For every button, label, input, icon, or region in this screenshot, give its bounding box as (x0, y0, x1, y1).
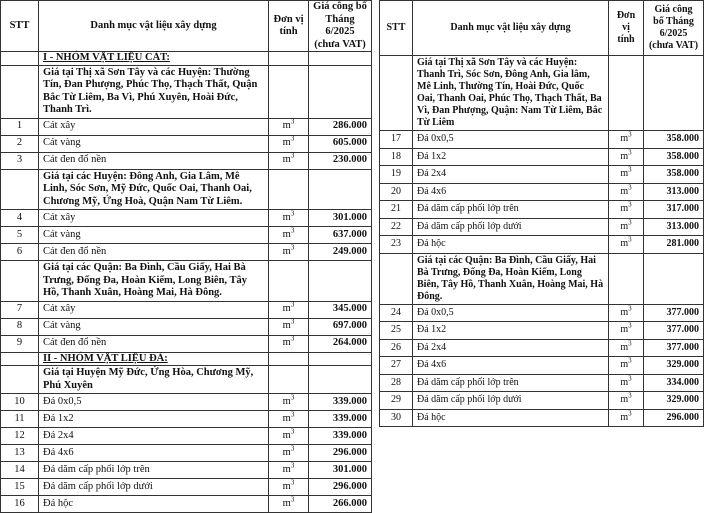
header-price: Giá công bố Tháng 6/2025 (chưa VAT) (309, 1, 372, 52)
stt-cell: 28 (380, 374, 413, 392)
unit-cell (269, 335, 309, 352)
stt-cell: 11 (1, 411, 39, 428)
unit-base: m (282, 211, 291, 223)
description-cell: I - NHÓM VẬT LIỆU CÁT: (39, 52, 269, 66)
location-group-row (1, 366, 372, 394)
unit-base: m (282, 228, 291, 240)
description-cell: Cát vàng (39, 227, 269, 244)
unit-cell (609, 392, 644, 410)
location-group-row (1, 261, 372, 302)
unit-exponent: 3 (628, 339, 632, 348)
unit-cell (269, 411, 309, 428)
description-cell: II - NHÓM VẬT LIỆU ĐÁ: (39, 352, 269, 366)
stt-cell: 14 (1, 462, 39, 479)
unit-exponent: 3 (628, 321, 632, 330)
unit-cell (269, 366, 309, 394)
stt-cell: 9 (1, 335, 39, 352)
unit-exponent: 3 (290, 134, 295, 143)
unit-exponent: 3 (290, 117, 295, 126)
price-table-right (379, 0, 704, 427)
description-cell: Giá tại Huyện Mỹ Đức, Ứng Hòa, Chương Mỹ, Phú Xuyên (39, 366, 269, 394)
unit-cell (609, 218, 644, 236)
price-cell: 377.000 (644, 304, 704, 322)
unit-exponent: 3 (628, 218, 632, 227)
table-row (1, 244, 372, 261)
price-cell: 286.000 (309, 118, 372, 135)
description-cell: Cát xây (39, 301, 269, 318)
table-row (1, 394, 372, 411)
stt-cell: 4 (1, 210, 39, 227)
description-cell: Đá 4x6 (39, 445, 269, 462)
stt-cell: 8 (1, 318, 39, 335)
unit-cell (269, 394, 309, 411)
unit-base: m (282, 446, 291, 458)
unit-cell (269, 244, 309, 261)
unit-exponent: 3 (628, 356, 632, 365)
unit-base: m (282, 120, 291, 132)
unit-exponent: 3 (290, 461, 295, 470)
price-cell: 329.000 (644, 357, 704, 375)
description-cell: Đá 4x6 (413, 357, 609, 375)
stt-cell (380, 56, 413, 131)
stt-cell: 27 (380, 357, 413, 375)
unit-cell (609, 304, 644, 322)
stt-cell: 12 (1, 428, 39, 445)
description-cell: Đá hộc (413, 409, 609, 427)
stt-cell: 29 (380, 392, 413, 410)
unit-exponent: 3 (628, 374, 632, 383)
unit-exponent: 3 (290, 495, 295, 504)
unit-exponent: 3 (290, 478, 295, 487)
stt-cell (1, 65, 39, 118)
unit-cell (269, 118, 309, 135)
unit-base: m (282, 320, 291, 332)
stt-cell: 5 (1, 227, 39, 244)
unit-base: m (620, 341, 629, 353)
unit-cell (269, 479, 309, 496)
price-cell: 377.000 (644, 322, 704, 340)
unit-base: m (620, 359, 629, 371)
table-row (1, 118, 372, 135)
table-row (1, 428, 372, 445)
table-row (380, 374, 704, 392)
unit-base: m (282, 429, 291, 441)
description-cell: Đá hộc (413, 236, 609, 254)
unit-base: m (620, 306, 629, 318)
price-cell: 296.000 (309, 479, 372, 496)
header-desc: Danh mục vật liệu xây dựng (39, 1, 269, 52)
price-cell: 339.000 (309, 411, 372, 428)
unit-exponent: 3 (290, 393, 295, 402)
table-row (1, 411, 372, 428)
unit-base: m (282, 395, 291, 407)
table-row (1, 335, 372, 352)
price-cell (309, 169, 372, 210)
description-cell: Đá dăm cấp phối lớp trên (413, 201, 609, 219)
stt-cell (1, 366, 39, 394)
stt-cell: 24 (380, 304, 413, 322)
table-row (380, 131, 704, 149)
description-cell: Đá 2x4 (413, 166, 609, 184)
stt-cell: 18 (380, 148, 413, 166)
unit-base: m (620, 168, 629, 180)
unit-base: m (620, 133, 629, 145)
price-cell: 339.000 (309, 428, 372, 445)
unit-base: m (620, 411, 629, 423)
header-stt: STT (1, 1, 39, 52)
unit-exponent: 3 (290, 427, 295, 436)
unit-cell (609, 374, 644, 392)
table-row (380, 392, 704, 410)
price-cell: 358.000 (644, 166, 704, 184)
stt-cell (1, 52, 39, 66)
table-row (1, 496, 372, 513)
unit-cell (609, 166, 644, 184)
description-cell: Đá 1x2 (413, 148, 609, 166)
unit-cell (269, 52, 309, 66)
unit-base: m (282, 497, 291, 509)
description-cell: Đá dăm cấp phối lớp trên (39, 462, 269, 479)
unit-cell (609, 201, 644, 219)
price-cell (309, 366, 372, 394)
unit-exponent: 3 (628, 235, 632, 244)
stt-cell: 7 (1, 301, 39, 318)
unit-cell (269, 301, 309, 318)
stt-cell: 22 (380, 218, 413, 236)
unit-base: m (620, 150, 629, 162)
description-cell: Giá tại các Quận: Ba Đình, Cầu Giấy, Hai Bà Trưng, Đống Đa, Hoàn Kiếm, Long Biên, Tây Hồ, Thanh Xuân, Hoàng Mai, Hà Đông. (413, 253, 609, 304)
price-cell: 377.000 (644, 339, 704, 357)
stt-cell: 21 (380, 201, 413, 219)
table-row (1, 135, 372, 152)
unit-exponent: 3 (628, 130, 632, 139)
price-cell: 313.000 (644, 183, 704, 201)
price-cell: 345.000 (309, 301, 372, 318)
stt-cell: 10 (1, 394, 39, 411)
stt-cell: 19 (380, 166, 413, 184)
unit-exponent: 3 (628, 148, 632, 157)
unit-exponent: 3 (628, 391, 632, 400)
price-cell: 301.000 (309, 210, 372, 227)
unit-exponent: 3 (290, 151, 295, 160)
unit-base: m (282, 480, 291, 492)
stt-cell: 6 (1, 244, 39, 261)
unit-cell (609, 131, 644, 149)
unit-cell (269, 210, 309, 227)
description-cell: Đá 1x2 (39, 411, 269, 428)
description-cell: Đá 1x2 (413, 322, 609, 340)
location-group-row (1, 65, 372, 118)
description-cell: Cát đen đổ nền (39, 152, 269, 169)
stt-cell (1, 169, 39, 210)
description-cell: Đá 2x4 (39, 428, 269, 445)
table-row (380, 357, 704, 375)
price-cell: 317.000 (644, 201, 704, 219)
unit-cell (269, 227, 309, 244)
unit-exponent: 3 (290, 243, 295, 252)
price-cell (644, 56, 704, 131)
unit-base: m (282, 303, 291, 315)
table-row (380, 409, 704, 427)
price-cell: 313.000 (644, 218, 704, 236)
table-row (380, 183, 704, 201)
price-cell (644, 253, 704, 304)
unit-exponent: 3 (290, 300, 295, 309)
stt-cell: 13 (1, 445, 39, 462)
description-cell: Đá 4x6 (413, 183, 609, 201)
description-cell: Đá 2x4 (413, 339, 609, 357)
unit-cell (269, 318, 309, 335)
price-cell: 296.000 (309, 445, 372, 462)
header-unit: Đơn vị tính (609, 1, 644, 56)
description-cell: Đá dăm cấp phối lớp dưới (413, 392, 609, 410)
table-row (380, 322, 704, 340)
location-group-row (1, 169, 372, 210)
unit-exponent: 3 (628, 200, 632, 209)
unit-cell (269, 352, 309, 366)
unit-base: m (620, 376, 629, 388)
price-cell: 230.000 (309, 152, 372, 169)
unit-base: m (282, 137, 291, 149)
stt-cell: 2 (1, 135, 39, 152)
description-cell: Đá 0x0,5 (413, 131, 609, 149)
unit-base: m (620, 324, 629, 336)
price-cell: 264.000 (309, 335, 372, 352)
unit-cell (609, 322, 644, 340)
price-cell: 358.000 (644, 131, 704, 149)
price-cell (309, 65, 372, 118)
price-cell: 249.000 (309, 244, 372, 261)
price-cell (309, 261, 372, 302)
stt-cell: 20 (380, 183, 413, 201)
description-cell: Cát đen đổ nền (39, 335, 269, 352)
unit-exponent: 3 (628, 165, 632, 174)
description-cell: Giá tại các Huyện: Đông Anh, Gia Lâm, Mê Linh, Sóc Sơn, Mỹ Đức, Quốc Oai, Thanh Oai, Chương Mỹ, Ứng Hoà, Quận Nam Từ Liêm. (39, 169, 269, 210)
description-cell: Đá 0x0,5 (413, 304, 609, 322)
unit-cell (269, 462, 309, 479)
table-row (380, 148, 704, 166)
unit-exponent: 3 (290, 444, 295, 453)
table-body-left (1, 52, 372, 513)
unit-base: m (620, 220, 629, 232)
unit-cell (609, 56, 644, 131)
stt-cell: 3 (1, 152, 39, 169)
description-cell: Cát vàng (39, 135, 269, 152)
price-cell (309, 352, 372, 366)
unit-exponent: 3 (628, 183, 632, 192)
description-cell: Giá tại Thị xã Sơn Tây và các Huyện: Thanh Trì, Sóc Sơn, Đông Anh, Gia lâm, Mê Linh, Thường Tín, Hoài Đức, Quốc Oai, Thanh Oai, Phúc Thọ, Thạch Thất, Ba Vì, Đan Phượng, Quận: Nam Từ Liêm, Bắc Từ Liêm (413, 56, 609, 131)
stt-cell: 25 (380, 322, 413, 340)
stt-cell: 16 (1, 496, 39, 513)
price-cell: 301.000 (309, 462, 372, 479)
unit-base: m (282, 154, 291, 166)
stt-cell: 23 (380, 236, 413, 254)
table-row (1, 462, 372, 479)
unit-cell (609, 183, 644, 201)
description-cell: Đá dăm cấp phối lớp dưới (39, 479, 269, 496)
table-row (380, 236, 704, 254)
unit-cell (269, 428, 309, 445)
unit-cell (269, 169, 309, 210)
description-cell: Đá hộc (39, 496, 269, 513)
price-cell: 697.000 (309, 318, 372, 335)
price-cell: 358.000 (644, 148, 704, 166)
unit-base: m (282, 337, 291, 349)
description-cell: Đá 0x0,5 (39, 394, 269, 411)
price-cell: 637.000 (309, 227, 372, 244)
table-row (1, 227, 372, 244)
stt-cell: 30 (380, 409, 413, 427)
unit-cell (269, 152, 309, 169)
table-body-right (380, 56, 704, 427)
price-cell: 605.000 (309, 135, 372, 152)
price-cell: 334.000 (644, 374, 704, 392)
header-desc: Danh mục vật liệu xây dựng (413, 1, 609, 56)
table-row (1, 301, 372, 318)
header-stt: STT (380, 1, 413, 56)
table-row (380, 304, 704, 322)
unit-cell (269, 65, 309, 118)
description-cell: Cát vàng (39, 318, 269, 335)
unit-exponent: 3 (628, 409, 632, 418)
unit-exponent: 3 (290, 334, 295, 343)
unit-exponent: 3 (290, 209, 295, 218)
price-cell: 339.000 (309, 394, 372, 411)
unit-cell (269, 261, 309, 302)
unit-base: m (282, 463, 291, 475)
stt-cell: 17 (380, 131, 413, 149)
description-cell: Đá dăm cấp phối lớp dưới (413, 218, 609, 236)
table-row (380, 218, 704, 236)
stt-cell: 1 (1, 118, 39, 135)
unit-exponent: 3 (290, 410, 295, 419)
table-row (1, 152, 372, 169)
description-cell: Đá dăm cấp phối lớp trên (413, 374, 609, 392)
stt-cell: 15 (1, 479, 39, 496)
unit-exponent: 3 (290, 226, 295, 235)
unit-cell (269, 445, 309, 462)
description-cell: Cát xây (39, 210, 269, 227)
price-cell: 266.000 (309, 496, 372, 513)
unit-base: m (620, 238, 629, 250)
price-cell (309, 52, 372, 66)
stt-cell (1, 352, 39, 366)
unit-cell (609, 357, 644, 375)
unit-cell (269, 496, 309, 513)
unit-base: m (620, 203, 629, 215)
unit-cell (269, 135, 309, 152)
unit-cell (609, 409, 644, 427)
unit-base: m (620, 394, 629, 406)
unit-base: m (282, 412, 291, 424)
table-row (380, 339, 704, 357)
unit-base: m (282, 245, 291, 257)
description-cell: Giá tại các Quận: Ba Đình, Cầu Giấy, Hai Bà Trưng, Đống Đa, Hoàn Kiếm, Long Biên, Tây Hồ, Thanh Xuân, Hoàng Mai, Hà Đông. (39, 261, 269, 302)
stt-cell: 26 (380, 339, 413, 357)
description-cell: Cát đen đổ nền (39, 244, 269, 261)
header-price: Giá công bố Tháng 6/2025 (chưa VAT) (644, 1, 704, 56)
location-group-row (380, 253, 704, 304)
description-cell: Giá tại Thị xã Sơn Tây và các Huyện: Thường Tín, Đan Phượng, Phúc Thọ, Thạch Thất, Quận Bắc Từ Liêm, Ba Vì, Phú Xuyên, Hoài Đức, Thanh Trì. (39, 65, 269, 118)
unit-cell (609, 339, 644, 357)
unit-exponent: 3 (628, 304, 632, 313)
unit-base: m (620, 185, 629, 197)
unit-cell (609, 236, 644, 254)
price-cell: 296.000 (644, 409, 704, 427)
table-row (380, 166, 704, 184)
table-row (380, 201, 704, 219)
section-heading-row (1, 52, 372, 66)
unit-exponent: 3 (290, 317, 295, 326)
unit-cell (609, 253, 644, 304)
table-row (1, 318, 372, 335)
price-cell: 281.000 (644, 236, 704, 254)
stt-cell (1, 261, 39, 302)
stt-cell (380, 253, 413, 304)
table-row (1, 445, 372, 462)
table-row (1, 210, 372, 227)
unit-cell (609, 148, 644, 166)
location-group-row (380, 56, 704, 131)
table-row (1, 479, 372, 496)
header-unit: Đơn vị tính (269, 1, 309, 52)
price-cell: 329.000 (644, 392, 704, 410)
section-heading-row (1, 352, 372, 366)
description-cell: Cát xây (39, 118, 269, 135)
